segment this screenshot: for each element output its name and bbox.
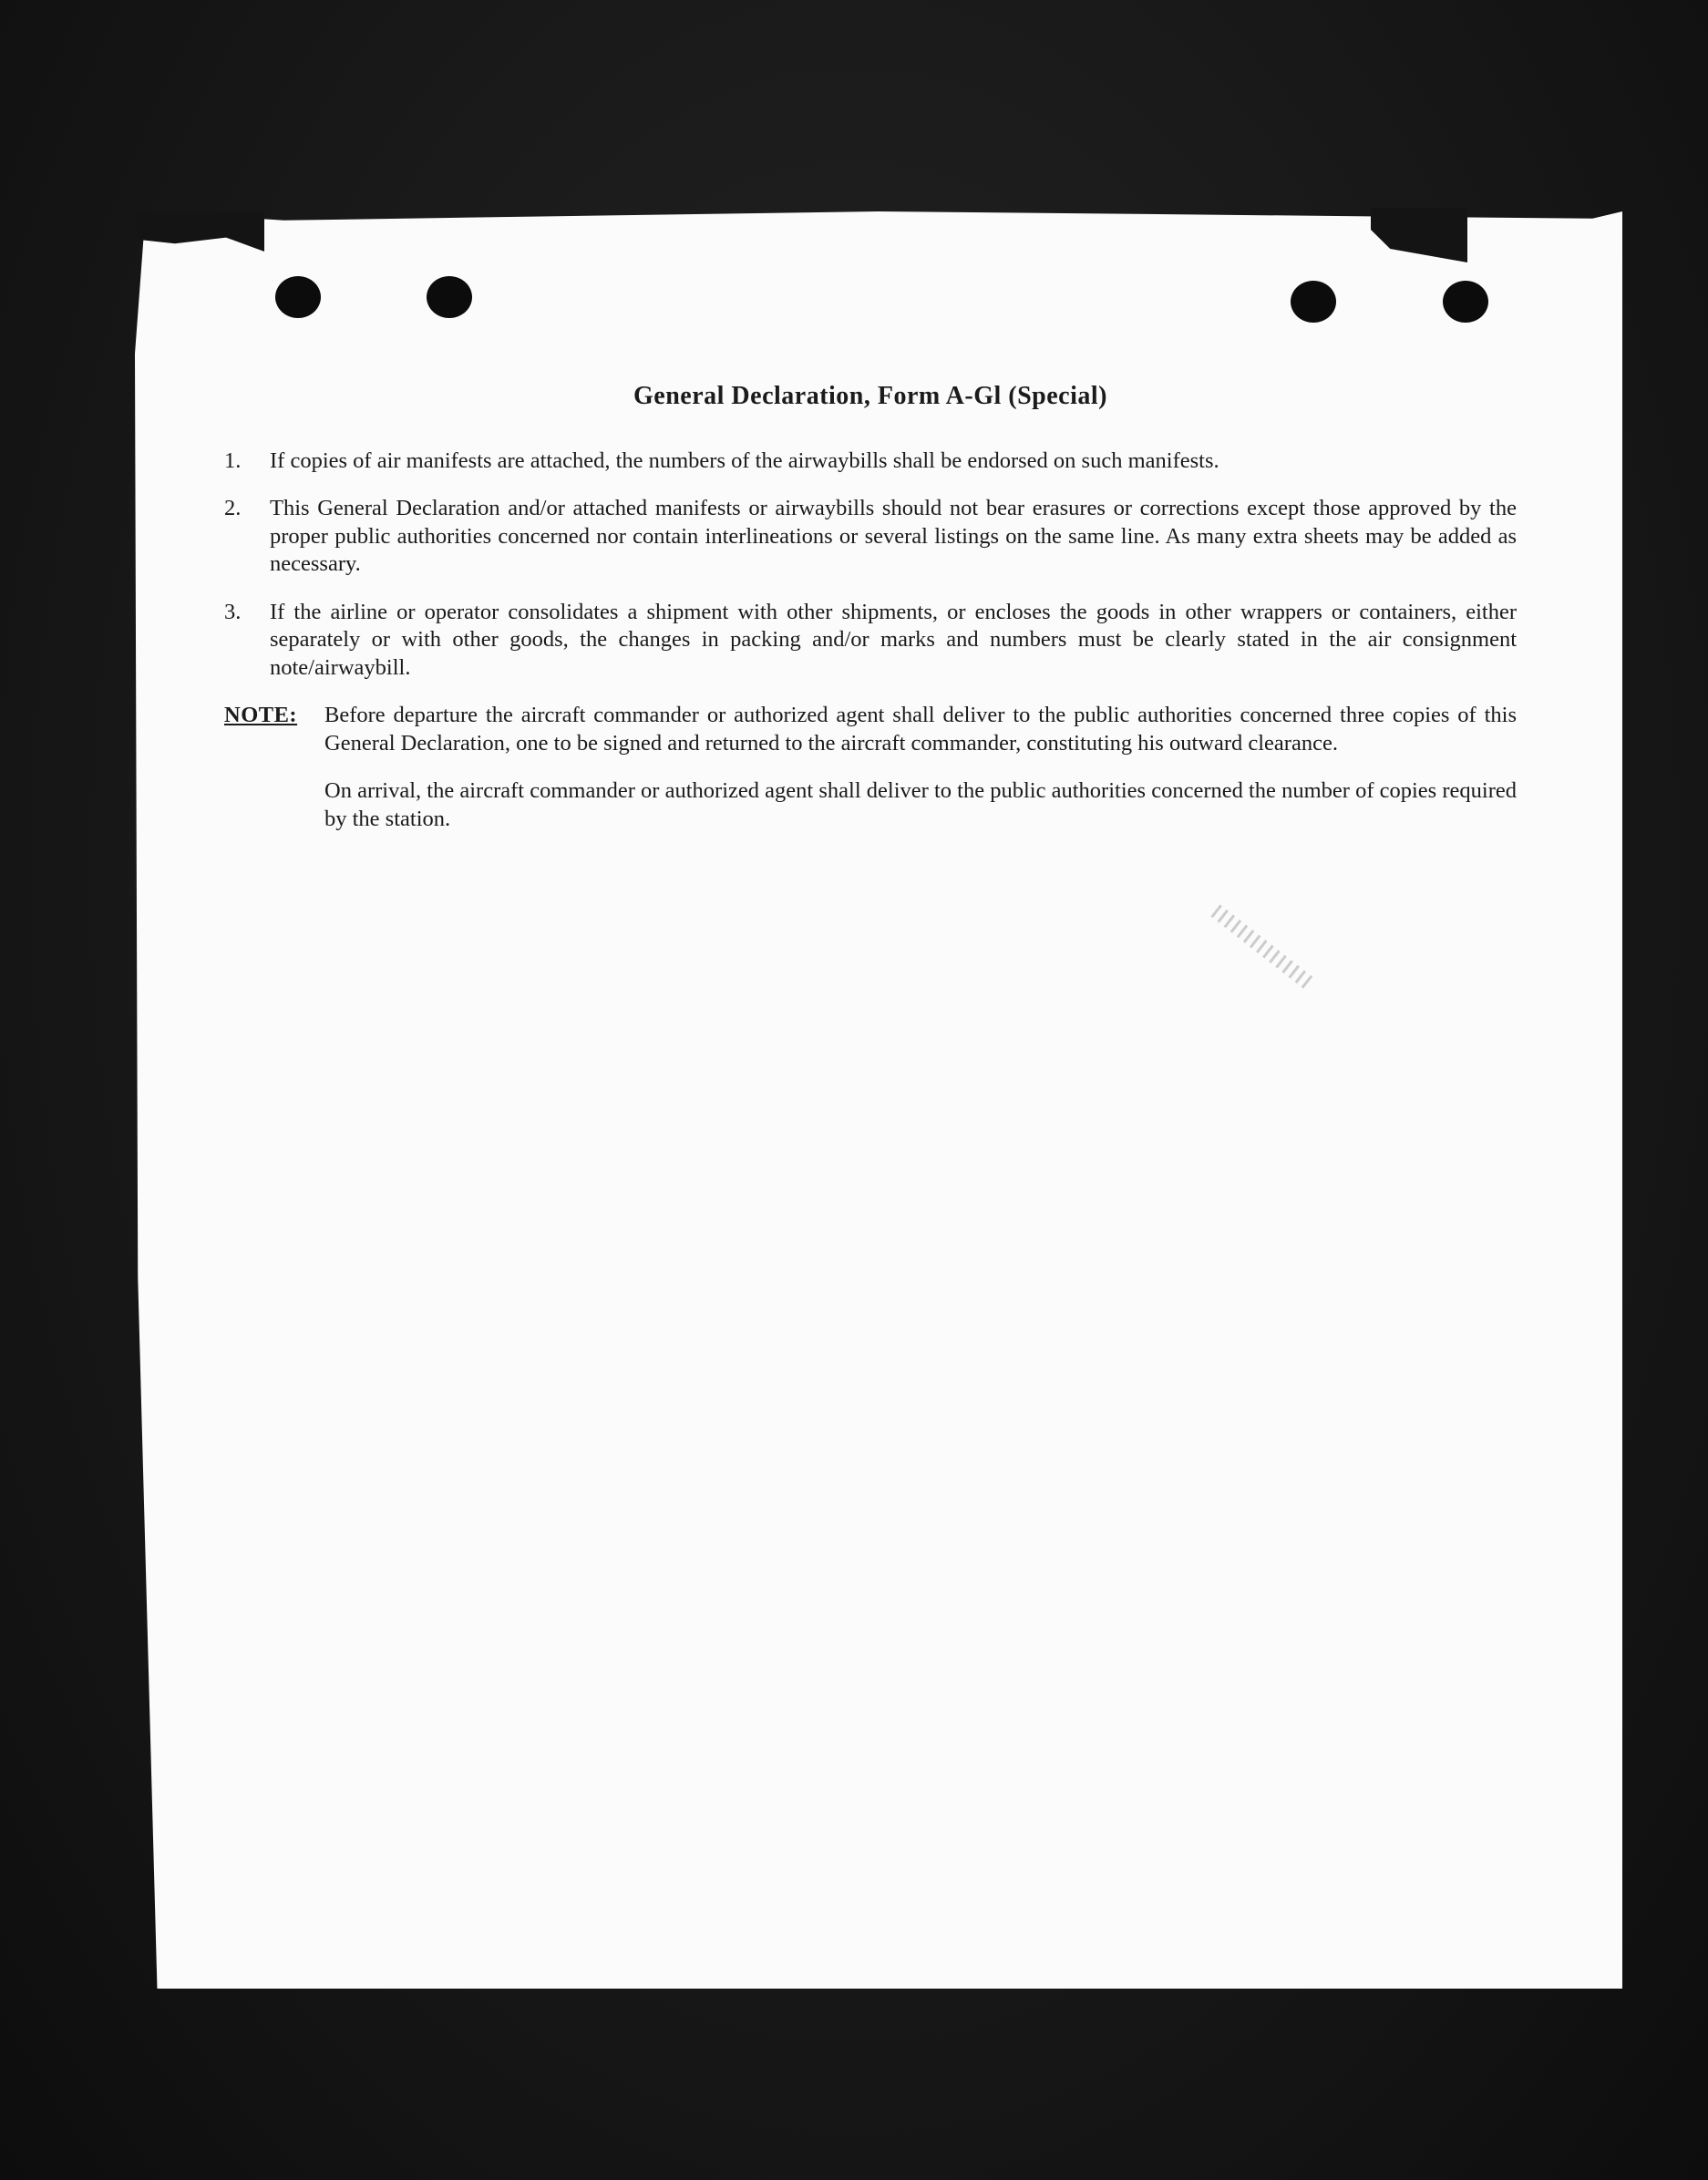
note-paragraph-departure: Before departure the aircraft commander or authorized agent shall deliver to the public authorities concerned three copies of this General Declaration, one to be signed and returned to the aircraft commander, constituting his outward clearance. [324,703,1517,756]
instruction-item-1 [224,447,1517,476]
item-text: If the airline or operator consolidates a shipment with other shipments, or encloses the goods in other wrappers or containers, either separately or with other goods, the changes in packing and/or marks and numbers must be clearly stated in the air consignment note/airwaybill. [270,599,1517,680]
item-text: This General Declaration and/or attached manifests or airwaybills should not bear erasures or corrections except those approved by the proper public authorities concerned nor contain interlineations or several listings on the same line. As many extra sheets may be added as necessary. [270,496,1517,576]
punch-hole-2 [427,276,472,318]
note-label: NOTE: [224,703,298,727]
instruction-item-3 [224,599,1517,683]
punch-hole-4 [1443,281,1488,323]
punch-hole-1 [275,276,321,318]
punch-hole-3 [1291,281,1336,323]
form-title: General Declaration, Form A-Gl (Special) [633,382,1107,410]
note-section [224,702,1517,853]
instruction-item-2 [224,495,1517,579]
item-number: 3. [224,599,242,624]
note-body [324,702,1517,853]
item-text: If copies of air manifests are attached, the numbers of the airwaybills shall be endorsed on such manifests. [270,447,1219,473]
form-instructions [224,383,1517,853]
item-number: 2. [224,496,242,520]
item-number: 1. [224,447,242,473]
note-paragraph-arrival: On arrival, the aircraft commander or authorized agent shall deliver to the public authorities concerned the number of copies required by the station. [324,778,1517,831]
